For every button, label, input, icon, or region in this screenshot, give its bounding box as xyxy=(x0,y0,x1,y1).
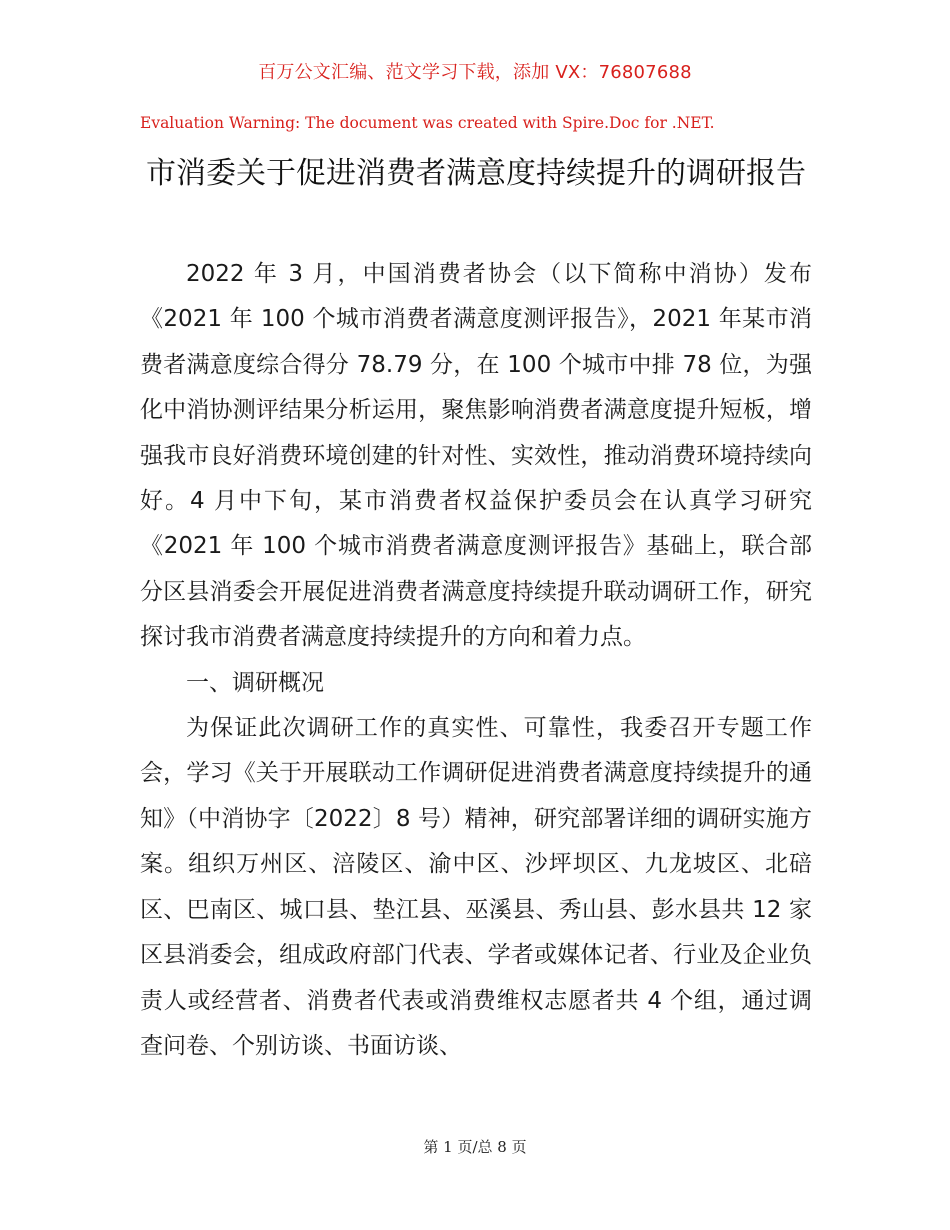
header-promo-text: 百万公文汇编、范文学习下载，添加 VX：76807688 xyxy=(258,62,692,83)
document-body xyxy=(140,252,812,1069)
body-paragraph: 为保证此次调研工作的真实性、可靠性，我委召开专题工作会，学习《关于开展联动工作调研促进消费者满意度持续提升的通知》（中消协字〔2022〕8 号）精神，研究部署详细的调研实施方案。组织万州区、涪陵区、渝中区、沙坪坝区、九龙坡区、北碚区、巴南区、城口县、垫江县、巫溪县、秀山县、彭水县共 12 家区县消委会，组成政府部门代表、学者或媒体记者、行业及企业负责人或经营者、消费者代表或消费维权志愿者共 4 个组，通过调查问卷、个别访谈、书面访谈、 xyxy=(140,715,812,1059)
section-heading: 一、调研概况 xyxy=(186,669,324,696)
intro-paragraph: 2022 年 3 月，中国消费者协会（以下简称中消协）发布《2021 年 100 个城市消费者满意度测评报告》，2021 年某市消费者满意度综合得分 78.79 分，在 100 个城市中排 78 位，为强化中消协测评结果分析运用，聚焦影响消费者满意度提升短板，增强我市良好消费环境创建的针对性、实效性，推动消费环境持续向好。4 月中下旬，某市消费者权益保护委员会在认真学习研究《2021 年 100 个城市消费者满意度测评报告》基础上，联合部分区县消委会开展促进消费者满意度持续提升联动调研工作，研究探讨我市消费者满意度持续提升的方向和着力点。 xyxy=(140,261,812,651)
evaluation-warning: Evaluation Warning: The document was created with Spire.Doc for .NET. xyxy=(140,114,715,132)
document-title: 市消委关于促进消费者满意度持续提升的调研报告 xyxy=(146,156,806,191)
page-indicator: 第 1 页/总 8 页 xyxy=(423,1138,527,1156)
